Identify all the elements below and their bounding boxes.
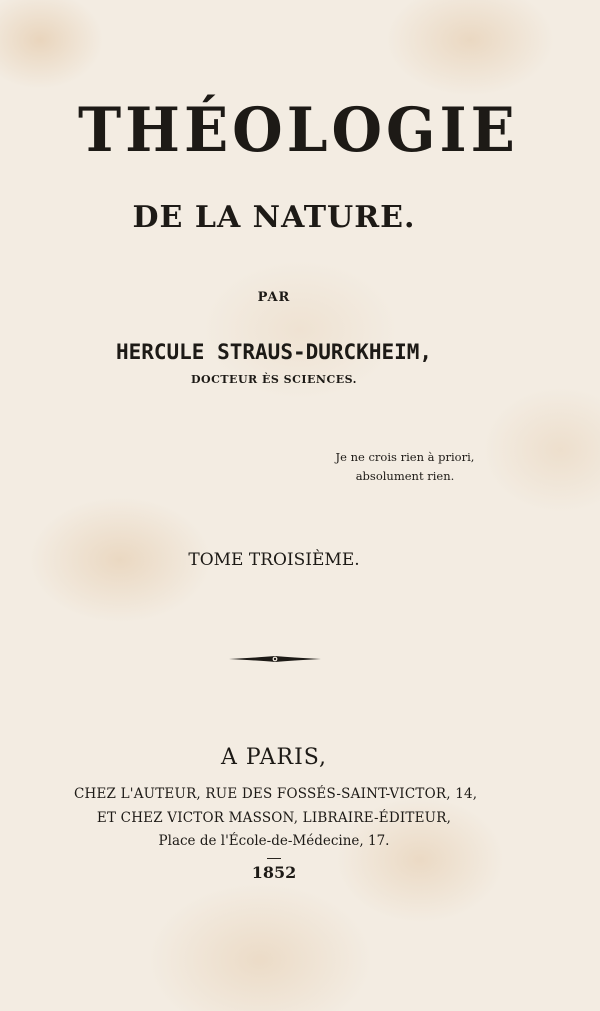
imprint-line-2: ET CHEZ VICTOR MASSON, LIBRAIRE-ÉDITEUR,	[96, 810, 452, 826]
publication-year: 1852	[251, 863, 297, 882]
by-line: PAR	[257, 290, 291, 305]
author-name: HERCULE STRAUS-DURCKHEIM,	[115, 340, 433, 364]
book-title: THÉOLOGIE	[78, 94, 519, 166]
author-degree: DOCTEUR ÈS SCIENCES.	[191, 373, 357, 386]
imprint-line-3: Place de l'École-de-Médecine, 17.	[158, 833, 390, 849]
book-subtitle: DE LA NATURE.	[132, 200, 416, 235]
typographic-rule-ornament-icon	[228, 651, 322, 667]
epigraph	[325, 448, 485, 486]
volume-label: TOME TROISIÈME.	[188, 550, 360, 570]
epigraph-line-2: absolument rien.	[355, 469, 455, 483]
imprint-line-1: CHEZ L'AUTEUR, RUE DES FOSSÉS-SAINT-VICTOR, 14,	[74, 786, 478, 802]
imprint-place: A PARIS,	[220, 745, 328, 770]
year-divider	[267, 858, 281, 859]
epigraph-line-1: Je ne crois rien à priori,	[335, 450, 475, 464]
